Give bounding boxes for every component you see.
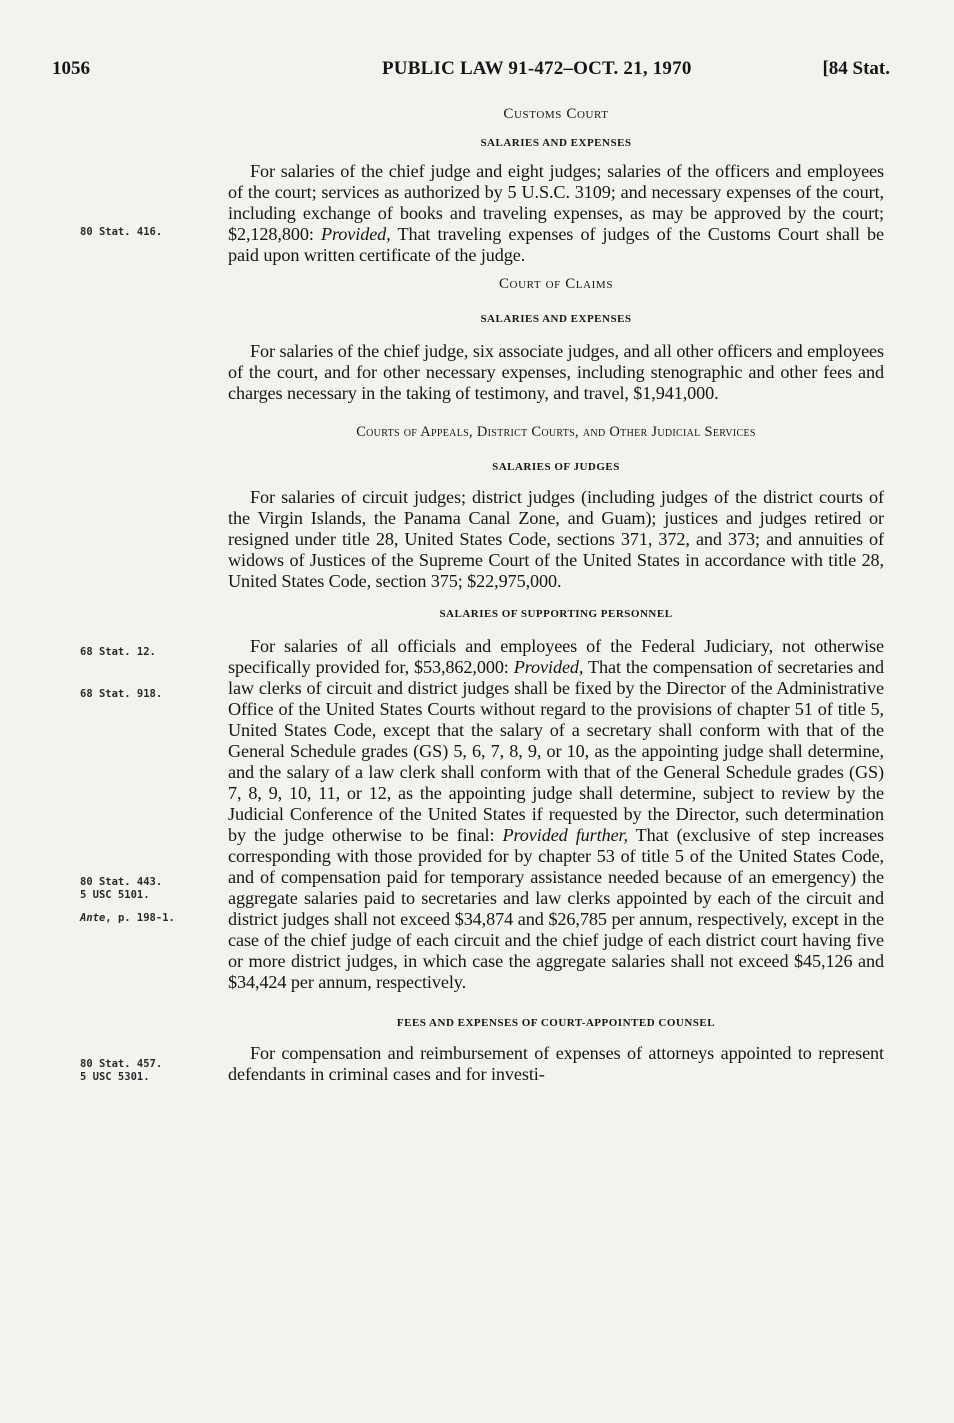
- ante-italic: Ante: [80, 912, 106, 924]
- page-number: 1056: [52, 58, 90, 79]
- margin-note-80-stat-416: 80 Stat. 416.: [80, 226, 163, 238]
- provided-italic: Provided,: [320, 224, 391, 244]
- running-title: PUBLIC LAW 91-472–OCT. 21, 1970: [382, 58, 692, 79]
- section-heading-courts-of-appeals: Courts of Appeals, District Courts, and Other Judicial Services: [356, 424, 756, 440]
- text-run: For salaries of all officials and employees of the Federal Judiciary, not otherwise specifically provided for, $53,862,000:: [228, 636, 884, 677]
- text-run: That (exclusive of step increases corresponding with those provided for by chapter 53 of title 5 of the United States Code, and of compensation paid for temporary assistance needed because of an emergency) the aggregate salaries paid to secretaries and law clerks appointed by each of the circuit and district judges shall not exceed $34,874 and $26,785 per annum, respectively, except in the case of the chief judge of each circuit and the chief judge of each district court having five or more district judges, in which case the aggregate salaries shall not exceed $45,126 and $34,424 per annum, respectively.: [228, 825, 885, 992]
- margin-note-68-stat-918: 68 Stat. 918.: [80, 688, 163, 700]
- margin-note-line: 80 Stat. 443.: [80, 876, 163, 888]
- paragraph-judges: For salaries of circuit judges; district judges (including judges of the district courts of the Virgin Islands, the Panama Canal Zone, and Guam); justices and judges retired or resigned under title 28, United States Code, sections 371, 372, and 373; and annuities of widows of Justices of the Supreme Court of the United States in accordance with title 28, United States Code, section 375; $22,975,000.: [228, 487, 884, 591]
- ante-page: , p. 198-1.: [105, 912, 175, 924]
- margin-note-68-stat-12: 68 Stat. 12.: [80, 646, 156, 658]
- subheading-supporting-personnel: SALARIES OF SUPPORTING PERSONNEL: [439, 608, 673, 620]
- page-header: [52, 58, 890, 84]
- subheading-claims-salaries: SALARIES AND EXPENSES: [480, 313, 632, 325]
- provided-italic: Provided,: [513, 657, 584, 677]
- text-run: That traveling expenses of judges of the Customs Court shall be paid upon written certificate of the judge.: [228, 224, 884, 265]
- text-run: For salaries of the chief judge and eight judges; salaries of the officers and employees of the court; services as authorized by 5 U.S.C. 3109; and necessary expenses of the court, including exchange of books and traveling expenses, as may be approved by the court; $2,128,800:: [228, 161, 884, 244]
- margin-note-ante: [80, 912, 175, 925]
- provided-further-italic: Provided further,: [502, 825, 628, 845]
- paragraph-claims: For salaries of the chief judge, six associate judges, and all other officers and employees of the court, and for other necessary expenses, including stenographic and other fees and charges necessary in the taking of testimony, and travel, $1,941,000.: [228, 341, 884, 403]
- margin-note-80-stat-457: [80, 1058, 162, 1084]
- main-text: [228, 100, 884, 1085]
- statute-citation: [84 Stat.: [822, 58, 890, 79]
- paragraph-counsel: For compensation and reimbursement of expenses of attorneys appointed to represent defendants in criminal cases and for investi-: [228, 1043, 884, 1084]
- margin-note-line: 5 USC 5301.: [80, 1071, 150, 1083]
- subheading-customs-salaries: SALARIES AND EXPENSES: [480, 137, 632, 149]
- subheading-salaries-of-judges: SALARIES OF JUDGES: [492, 461, 620, 473]
- paragraph-customs: [228, 161, 884, 266]
- section-heading-court-of-claims: Court of Claims: [498, 276, 614, 292]
- section-heading-customs-court: Customs Court: [503, 106, 609, 122]
- text-run: That the compensation of secretaries and law clerks of circuit and district judges shall be fixed by the Director of the Administrative Office of the United States Courts without regard to the provisions of chapter 51 of title 5, United States Code, except that the salary of a secretary shall conform with that of the General Schedule grades (GS) 5, 6, 7, 8, 9, or 10, as the appointing judge shall determine, and the salary of a law clerk shall conform with that of the General Schedule grades (GS) 7, 8, 9, 10, 11, or 12, as the appointing judge shall determine, subject to review by the Judicial Conference of the United States if requested by the Director, such determination by the judge otherwise to be final:: [228, 657, 884, 845]
- margin-note-line: 80 Stat. 457.: [80, 1058, 163, 1070]
- margin-note-line: 5 USC 5101.: [80, 889, 150, 901]
- subheading-court-appointed-counsel: FEES AND EXPENSES OF COURT-APPOINTED COUNSEL: [396, 1017, 716, 1029]
- margin-note-80-stat-443: [80, 876, 162, 902]
- paragraph-personnel: [228, 636, 884, 993]
